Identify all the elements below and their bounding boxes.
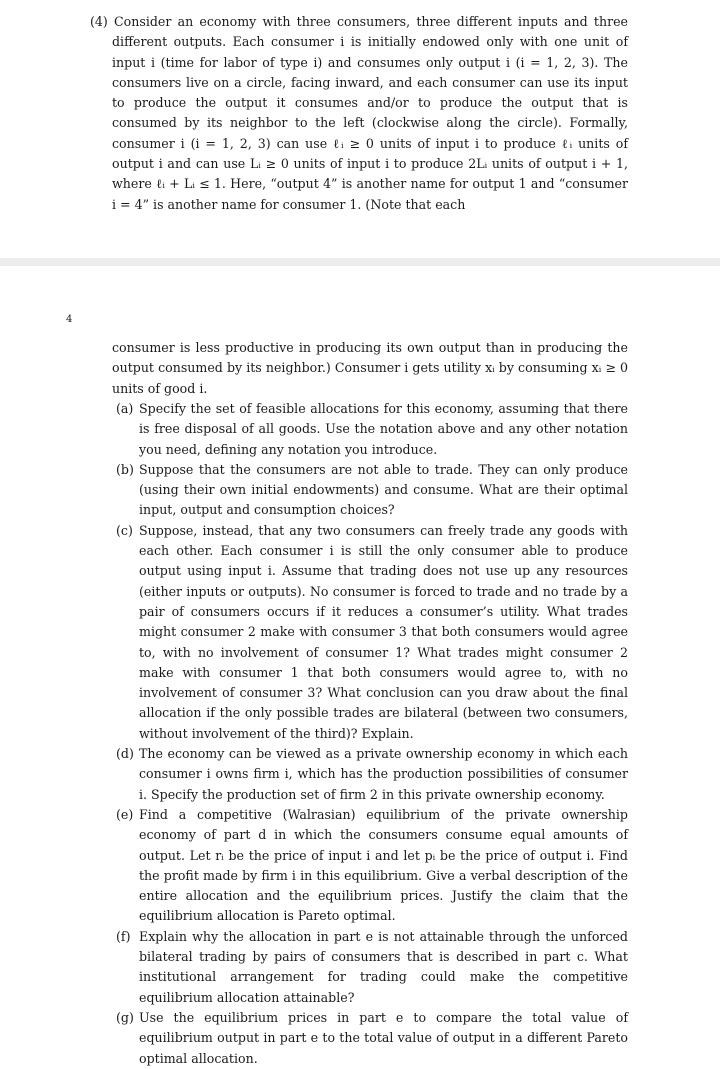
- question-text: Explain why the allocation in part e is not attainable through the unforced bilateral trading by pairs of consumers that is described in part c. What institutional arrangement for trading could make the competitive equilibrium allocation attainable?: [139, 928, 628, 1005]
- question-item-f: [116, 927, 628, 1008]
- page-separator: [0, 258, 720, 266]
- question-marker: (e): [116, 806, 134, 822]
- question-marker: (b): [116, 461, 134, 477]
- question-marker: (d): [116, 746, 134, 762]
- question-text: Suppose that the consumers are not able to trade. They can only produce (using their own initial endowments) and consume. What are their optimal input, output and consumption choices?: [139, 461, 628, 518]
- page-number: 4: [66, 314, 73, 325]
- question-text: Use the equilibrium prices in part e to compare the total value of equilibrium output in part e to the total value of output in a different Pareto optimal allocation.: [139, 1009, 628, 1066]
- question-text: Suppose, instead, that any two consumers can freely trade any goods with each other. Each consumer i is still the only consumer able to produce output using input i. Assume that trading does not use up any resources (either inputs or outputs). No consumer is forced to trade and no trade by a pair of consumers occurs if it reduces a consumer’s utility. What trades might consumer 2 make with consumer 3 that both consumers would agree to, with no involvement of consumer 1? What trades might consumer 2 make with consumer 1 that both consumers would agree to, with no involvement of consumer 3? What conclusion can you draw about the final allocation if the only possible trades are bilateral (between two consumers, without involvement of the third)? Explain.: [139, 522, 628, 741]
- question-text: Find a competitive (Walrasian) equilibrium of the private ownership economy of part d in which the consumers consume equal amounts of output. Let rᵢ be the price of input i and let pᵢ be the price of output i. Find the profit made by firm i in this equilibrium. Give a verbal description of the entire allocation and the equilibrium prices. Justify the claim that the equilibrium allocation is Pareto optimal.: [139, 806, 628, 924]
- question-item-a: [116, 399, 628, 460]
- question-item-d: [116, 744, 628, 805]
- question-text: Specify the set of feasible allocations for this economy, assuming that there is free disposal of all goods. Use the notation above and any other notation you need, defining any notation you introduce.: [139, 401, 628, 457]
- problem-number: (4): [90, 14, 108, 29]
- problem-continuation-paragraph: consumer is less productive in producing its own output than in producing the output consumed by its neighbor.) Consumer i gets utility xᵢ by consuming xᵢ ≥ 0 units of good i.: [112, 340, 628, 396]
- question-text: The economy can be viewed as a private ownership economy in which each consumer i owns firm i, which has the production possibilities of consumer i. Specify the production set of firm 2 in this private ownership economy.: [139, 746, 628, 802]
- question-item-e: [116, 805, 628, 927]
- question-item-c: [116, 521, 628, 744]
- question-marker: (g): [116, 1009, 134, 1025]
- page-top-fragment: [0, 0, 720, 258]
- page-bottom-fragment: [0, 266, 720, 1066]
- question-marker: (c): [116, 522, 133, 538]
- question-item-b: [116, 460, 628, 521]
- question-marker: (f): [116, 928, 131, 944]
- question-marker: (a): [116, 401, 134, 416]
- question-list: [116, 399, 628, 1069]
- problem-intro-text: Consider an economy with three consumers, three different inputs and three different outputs. Each consumer i is initially endowed only with one unit of input i (time for labor of type i) and consumes only output i (i = 1, 2, 3). The consumers live on a circle, facing inward, and each consumer can use its input to produce the output it consumes and/or to produce the output that is consumed by its neighbor to the left (clockwise along the circle). Formally, consumer i (i = 1, 2, 3) can use ℓᵢ ≥ 0 units of input i to produce ℓᵢ units of output i and can use Lᵢ ≥ 0 units of input i to produce 2Lᵢ units of output i + 1, where ℓᵢ + Lᵢ ≤ 1. Here, “output 4” is another name for output 1 and “consumer i = 4” is another name for consumer 1. (Note that each: [112, 14, 628, 212]
- problem-intro-paragraph: [90, 12, 628, 215]
- question-item-g: [116, 1008, 628, 1069]
